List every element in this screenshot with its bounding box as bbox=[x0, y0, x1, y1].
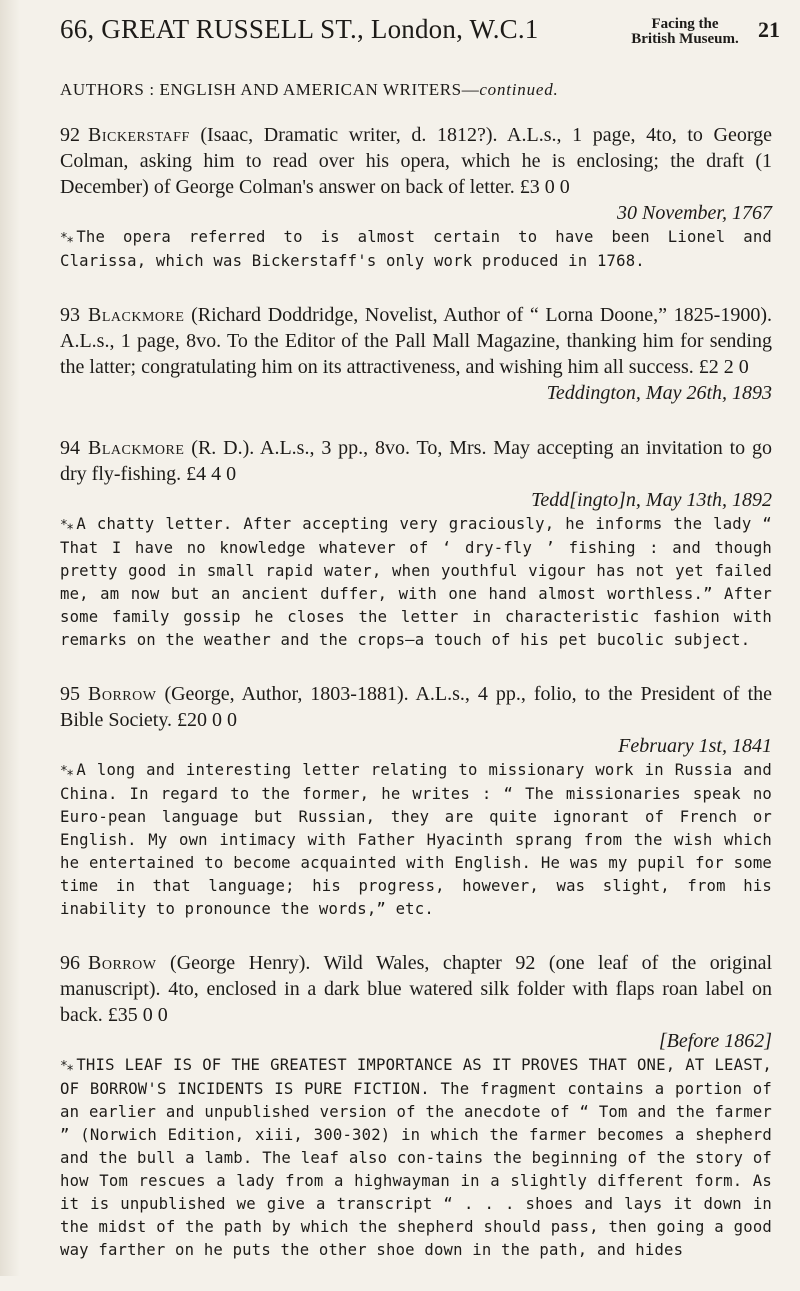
entry-name: Borrow bbox=[88, 683, 157, 705]
catalogue-entry bbox=[60, 435, 772, 652]
asterism-icon: *⁎ bbox=[60, 231, 73, 246]
page-number: 21 bbox=[758, 17, 780, 42]
header-address: 66, GREAT RUSSELL ST., London, W.C.1 bbox=[60, 14, 539, 44]
entry-name: Bickerstaff bbox=[88, 124, 190, 146]
asterism-icon: *⁎ bbox=[60, 764, 73, 779]
entry-number: 95 bbox=[60, 683, 80, 705]
entry-name: Blackmore bbox=[88, 304, 185, 326]
entry-name: Blackmore bbox=[88, 437, 185, 459]
entry-number: 93 bbox=[60, 304, 80, 326]
entry-description: (Richard Doddridge, Novelist, Author of “ Lorna Doone,” 1825-1900). A.L.s., 1 page, 8vo. To the Editor of the Pall Mall Magazine, thanking him for sending the latter; congratulating him on its attractiveness, and wishing him all success. £2 2 0 bbox=[60, 304, 773, 378]
catalogue-entry bbox=[60, 122, 772, 273]
entry-note bbox=[60, 513, 772, 652]
entry-name: Borrow bbox=[88, 952, 157, 974]
entry-note-text: A long and interesting letter relating to missionary work in Russia and China. In regard to the former, he writes : “ The missionaries speak no Euro-pean language but Russian, they are quite ignorant of French or English. My own intimacy with Father Hyacinth sprang from the wish which he entertained to become acquainted with English. He was my pupil for some time in that language; his progress, however, was slight, from his inability to pronounce the words,” etc. bbox=[60, 761, 772, 918]
entry-note-text: The opera referred to is almost certain to have been Lionel and Clarissa, which was Bickerstaff's only work produced in 1768. bbox=[60, 228, 772, 270]
section-heading-lead: AUTHORS : ENGLISH AND AMERICAN WRITERS— bbox=[60, 80, 480, 99]
entry-note bbox=[60, 759, 772, 921]
facing-line-2: British Museum. bbox=[631, 31, 739, 47]
entry-note-text: A chatty letter. After accepting very graciously, he informs the lady “ That I have no knowledge whatever of ‘ dry-fly ’ fishing : and though pretty good in small rapid water, when youthful vigour has not yet failed me, am now but an ancient duffer, with one hand almost worthless.” After some family gossip he closes the letter in characteristic fashion with remarks on the weather and the crops—a touch of his pet bucolic subject. bbox=[60, 515, 772, 649]
entry-note bbox=[60, 1054, 772, 1262]
entry-main bbox=[60, 435, 772, 487]
entry-main bbox=[60, 950, 772, 1028]
page-edge-shadow bbox=[0, 0, 20, 1276]
catalogue-entry bbox=[60, 950, 772, 1262]
section-heading-continued: continued. bbox=[479, 80, 559, 99]
entry-number: 96 bbox=[60, 952, 80, 974]
entry-main bbox=[60, 302, 772, 380]
catalogue-entry bbox=[60, 302, 772, 406]
entry-number: 92 bbox=[60, 124, 80, 146]
entry-note-text: THIS LEAF IS OF THE GREATEST IMPORTANCE AS IT PROVES THAT ONE, AT LEAST, OF BORROW'S INCIDENTS IS PURE FICTION. The fragment contains a portion of an earlier and unpublished version of the anecdote of “ Tom and the farmer ” (Norwich Edition, xiii, 300-302) in which the farmer becomes a shepherd and the bull a lamb. The leaf also con-tains the beginning of the story of how Tom rescues a lady from a highwayman in a slightly different form. As it is unpublished we give a transcript “ . . . shoes and lays it down in the midst of the path by which the shepherd should pass, then going a good way farther on he puts the other shoe down in the path, and hides bbox=[60, 1056, 772, 1259]
entry-date: [Before 1862] bbox=[658, 1030, 772, 1052]
entries-list bbox=[60, 122, 772, 1291]
catalogue-page bbox=[48, 0, 778, 1276]
section-heading bbox=[60, 80, 559, 100]
facing-line-1: Facing the bbox=[651, 16, 719, 32]
entry-note bbox=[60, 226, 772, 273]
entry-description: (R. D.). A.L.s., 3 pp., 8vo. To, Mrs. May accepting an invitation to go dry fly-fishing. £4 4 0 bbox=[60, 437, 773, 485]
entry-description: (George, Author, 1803-1881). A.L.s., 4 pp., folio, to the President of the Bible Society. £20 0 0 bbox=[60, 683, 772, 731]
entry-description: (George Henry). Wild Wales, chapter 92 (one leaf of the original manuscript). 4to, enclosed in a dark blue watered silk folder with flaps roan label on back. £35 0 0 bbox=[60, 952, 773, 1026]
entry-date: Tedd[ingto]n, May 13th, 1892 bbox=[531, 489, 772, 511]
entry-date: February 1st, 1841 bbox=[618, 735, 772, 757]
entry-date: Teddington, May 26th, 1893 bbox=[546, 382, 772, 404]
entry-date: 30 November, 1767 bbox=[617, 202, 772, 224]
entry-number: 94 bbox=[60, 437, 80, 459]
entry-main bbox=[60, 681, 772, 733]
catalogue-entry bbox=[60, 681, 772, 921]
entry-description: (Isaac, Dramatic writer, d. 1812?). A.L.s., 1 page, 4to, to George Colman, asking him to read over his opera, which he is enclosing; the draft (1 December) of George Colman's answer on back of letter. £3 0 0 bbox=[60, 124, 773, 198]
asterism-icon: *⁎ bbox=[60, 1059, 73, 1074]
header-facing-note bbox=[620, 17, 750, 47]
entry-main bbox=[60, 122, 772, 200]
asterism-icon: *⁎ bbox=[60, 518, 73, 533]
